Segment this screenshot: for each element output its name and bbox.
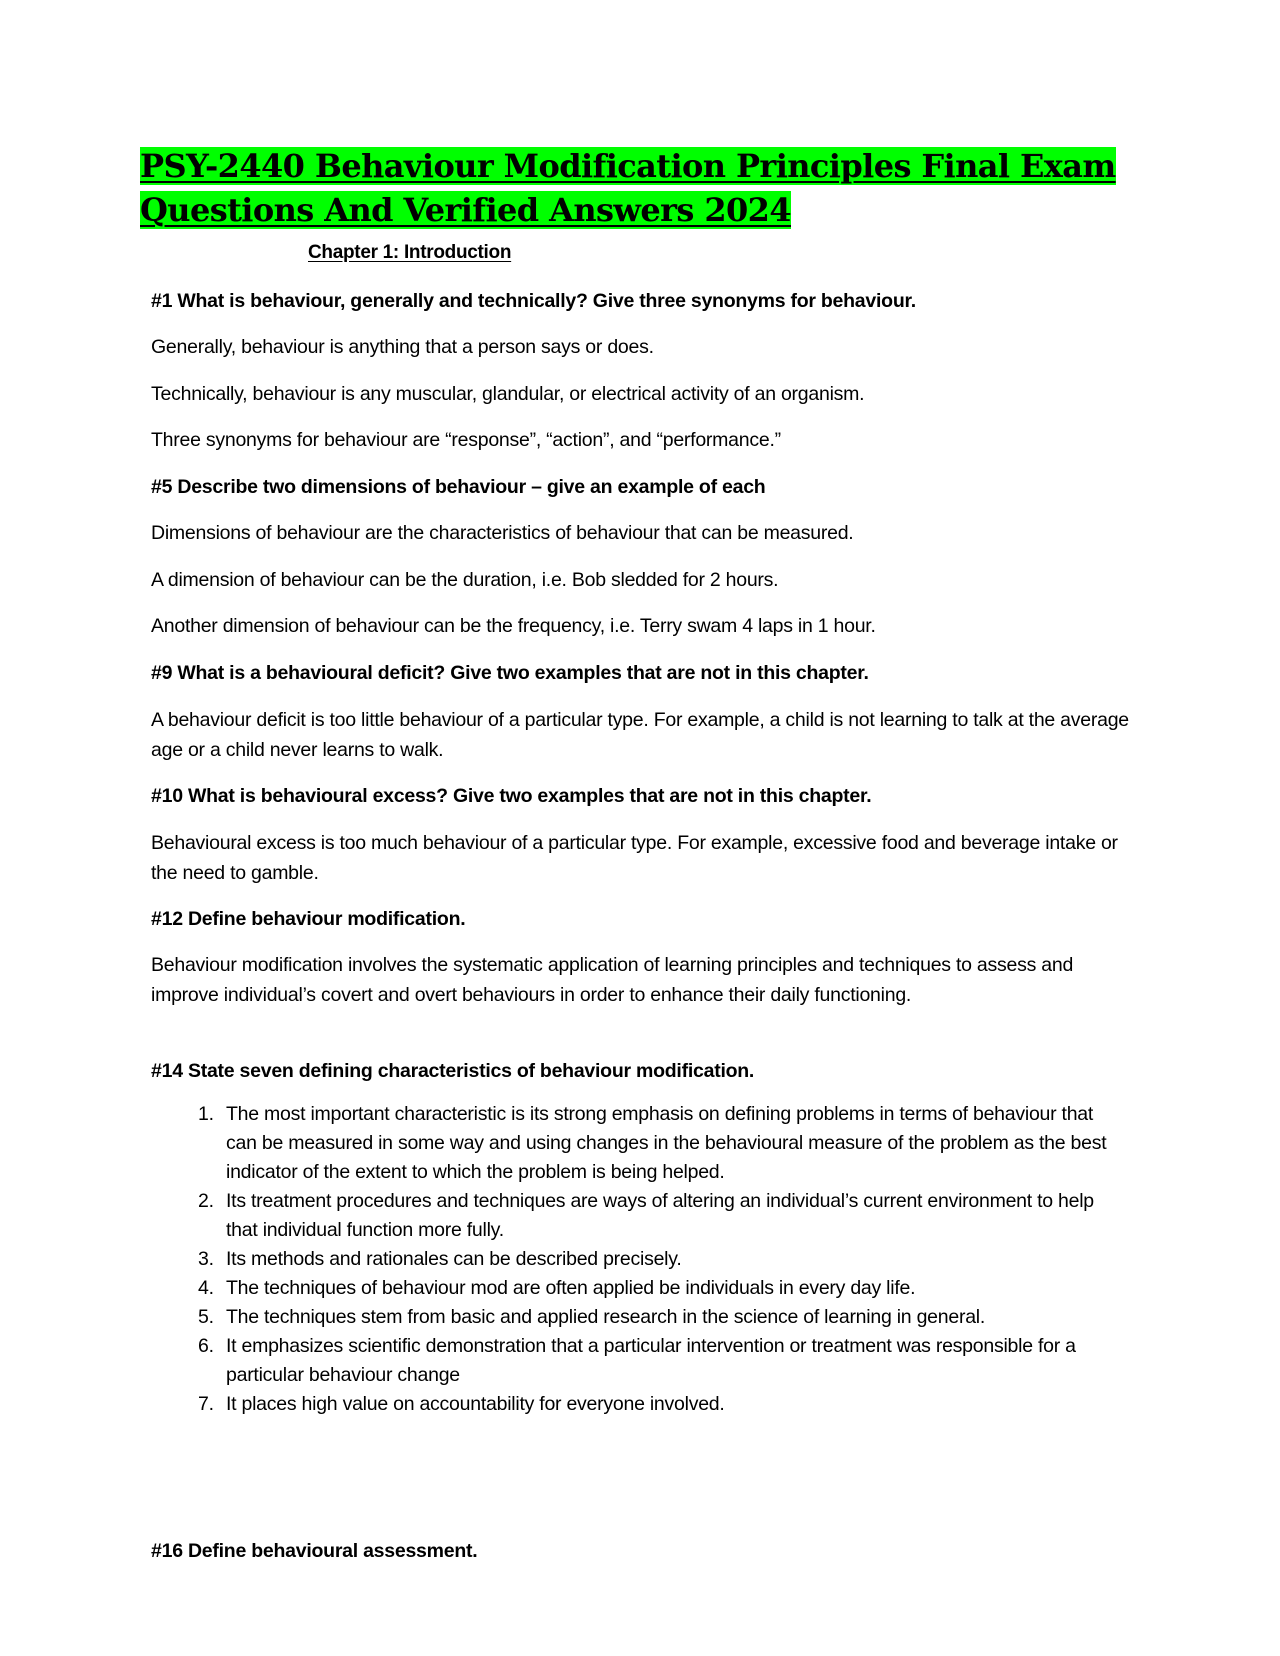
answer-1-synonyms: Three synonyms for behaviour are “response”, “action”, and “performance.” (151, 429, 781, 451)
question-16: #16 Define behavioural assessment. (151, 1540, 478, 1562)
question-12: #12 Define behaviour modification. (151, 908, 466, 930)
answer-9: A behaviour deficit is too little behaviour of a particular type. For example, a child is not learning to talk at the average age or a child never learns to walk. (151, 709, 1129, 761)
list-item-text: It places high value on accountability for everyone involved. (226, 1393, 725, 1415)
answer-1-general: Generally, behaviour is anything that a person says or does. (151, 336, 654, 358)
title-line-1: PSY-2440 Behaviour Modification Principles Final Exam (140, 147, 1116, 185)
list-item-text: The techniques of behaviour mod are often applied be individuals in every day life. (226, 1277, 916, 1299)
list-item-text: It emphasizes scientific demonstration that a particular intervention or treatment was responsible for a particular behaviour change (226, 1335, 1076, 1386)
list-item-number: 4. (198, 1277, 214, 1299)
question-5: #5 Describe two dimensions of behaviour – give an example of each (151, 476, 766, 498)
list-item-number: 1. (198, 1103, 214, 1125)
list-item-number: 2. (198, 1190, 214, 1212)
answer-5-duration: A dimension of behaviour can be the duration, i.e. Bob sledded for 2 hours. (151, 569, 779, 591)
list-item (151, 1100, 1111, 1187)
answer-5-frequency: Another dimension of behaviour can be the frequency, i.e. Terry swam 4 laps in 1 hour. (151, 615, 876, 637)
list-item (151, 1332, 1111, 1390)
characteristics-list (151, 1100, 1111, 1419)
document-title (140, 144, 1140, 232)
list-item-text: The techniques stem from basic and applied research in the science of learning in general. (226, 1306, 986, 1328)
list-item-text: Its treatment procedures and techniques are ways of altering an individual’s current environment to help that individual function more fully. (226, 1190, 1094, 1241)
list-item (151, 1274, 1111, 1303)
list-item-number: 7. (198, 1393, 214, 1415)
list-item-number: 3. (198, 1248, 214, 1270)
list-item (151, 1303, 1111, 1332)
question-14: #14 State seven defining characteristics of behaviour modification. (151, 1060, 755, 1082)
question-9: #9 What is a behavioural deficit? Give two examples that are not in this chapter. (151, 662, 869, 684)
chapter-heading: Chapter 1: Introduction (308, 242, 512, 263)
list-item-number: 6. (198, 1335, 214, 1357)
answer-10: Behavioural excess is too much behaviour of a particular type. For example, excessive food and beverage intake or the need to gamble. (151, 832, 1118, 884)
answer-1-technical: Technically, behaviour is any muscular, glandular, or electrical activity of an organism. (151, 383, 865, 405)
list-item-number: 5. (198, 1306, 214, 1328)
title-line-2: Questions And Verified Answers 2024 (140, 191, 791, 229)
question-1: #1 What is behaviour, generally and technically? Give three synonyms for behaviour. (151, 290, 916, 312)
list-item (151, 1390, 1111, 1419)
answer-12: Behaviour modification involves the systematic application of learning principles and techniques to assess and improve individual’s covert and overt behaviours in order to enhance their daily functioning. (151, 954, 1074, 1006)
list-item-text: Its methods and rationales can be described precisely. (226, 1248, 682, 1270)
answer-5-definition: Dimensions of behaviour are the characteristics of behaviour that can be measured. (151, 522, 854, 544)
question-10: #10 What is behavioural excess? Give two examples that are not in this chapter. (151, 785, 872, 807)
list-item-text: The most important characteristic is its strong emphasis on defining problems in terms of behaviour that can be measured in some way and using changes in the behavioural measure of the problem as the best indicator of the extent to which the problem is being helped. (226, 1103, 1107, 1183)
list-item (151, 1245, 1111, 1274)
list-item (151, 1187, 1111, 1245)
